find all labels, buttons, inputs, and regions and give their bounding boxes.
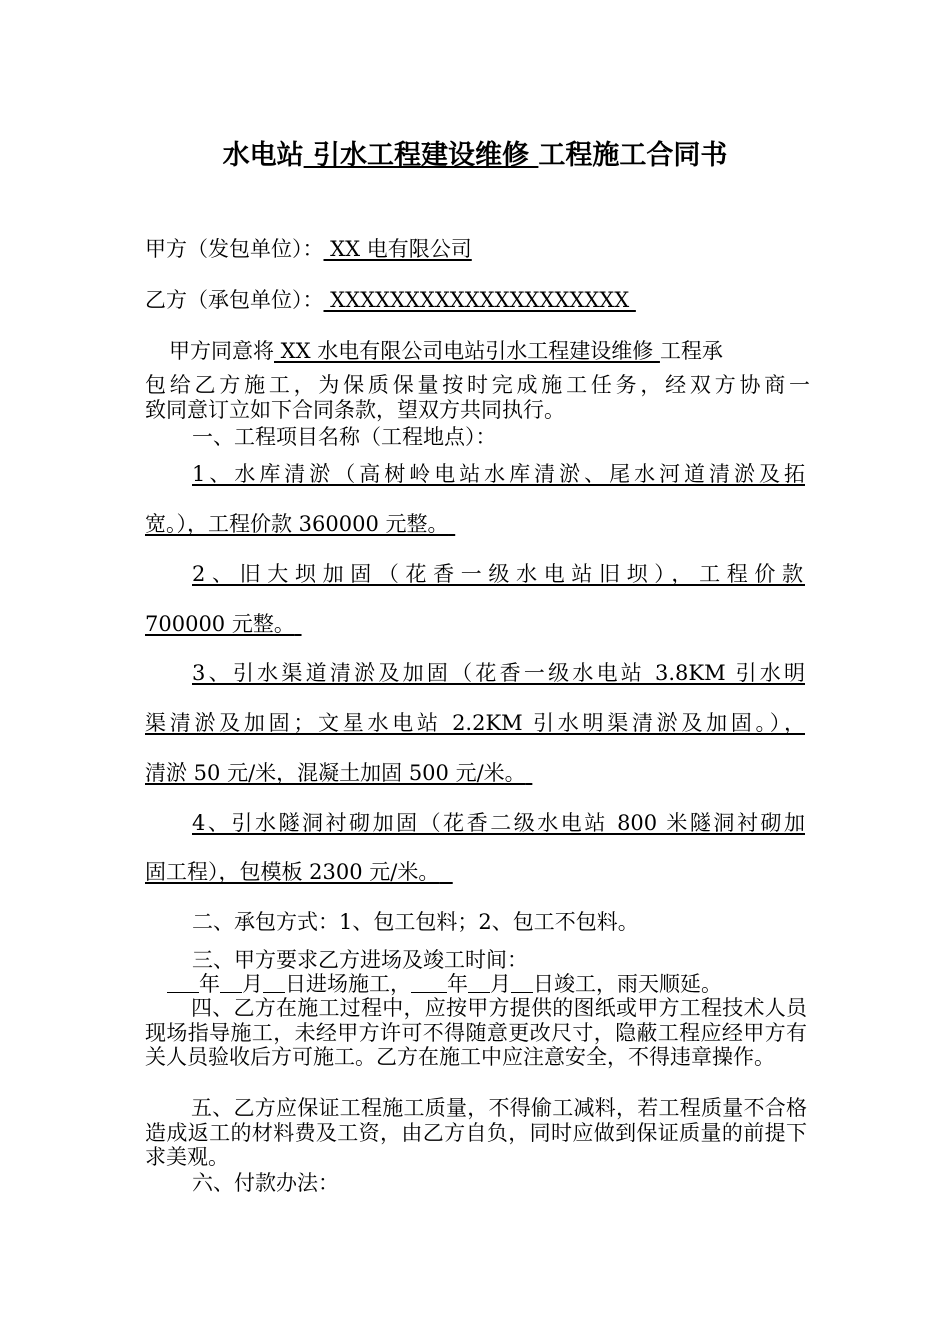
- item-1-text-1: 1、水库清淤（高树岭电站水库清淤、尾水河道清淤及拓: [192, 462, 805, 486]
- item-3-line-2: [145, 710, 805, 736]
- item-3-line-1: [192, 660, 805, 686]
- item-4-line-2: [145, 859, 810, 885]
- item-3-text-2: 渠清淤及加固；文星水电站 2.2KM 引水明渠清淤及加固。），: [145, 711, 805, 735]
- party-a-value: [324, 236, 580, 262]
- party-b-line: [145, 287, 810, 313]
- document-title: [0, 133, 950, 172]
- party-a-name: XX 电有限公司: [323, 237, 472, 261]
- schedule-dates-line: [167, 971, 807, 997]
- day-blank-1[interactable]: [263, 972, 285, 993]
- party-a-line: [145, 236, 810, 262]
- intro-rest: 工程承: [659, 339, 723, 363]
- item-2-text-1: 2、旧大坝加固（花香一级水电站旧坝），工程价款: [192, 562, 805, 586]
- item-4-text-1: 4、引水隧洞衬砌加固（花香二级水电站 800 米隧洞衬砌加: [192, 811, 805, 835]
- day-label-1: 日进场施工，: [285, 972, 411, 996]
- section-6-heading: 六、付款办法：: [192, 1171, 339, 1195]
- title-project-name: 引水工程建设维修: [303, 140, 539, 171]
- party-b-value: XXXXXXXXXXXXXXXXXXXX: [323, 288, 636, 312]
- section-4-paragraph: 四、乙方在施工过程中，应按甲方提供的图纸或甲方工程技术人员现场指导施工，未经甲方许可不得随意更改尺寸，隐蔽工程应经甲方有关人员验收后方可施工。乙方在施工中应注意安全，不得违章操作。: [145, 996, 807, 1069]
- item-1-line-2: [145, 511, 810, 537]
- year-blank-2[interactable]: [411, 972, 447, 993]
- section-1-heading: 一、工程项目名称（工程地点）：: [192, 425, 497, 449]
- year-blank-1[interactable]: [167, 972, 199, 993]
- month-blank-1[interactable]: [220, 972, 242, 993]
- intro-project: XX 水电有限公司电站引水工程建设维修: [274, 339, 660, 363]
- item-1-line-1: [192, 461, 805, 487]
- year-label-1: 年: [199, 972, 220, 996]
- intro-line-2: 包给乙方施工，为保质保量按时完成施工任务，经双方协商一: [145, 373, 810, 397]
- intro-line-3: 致同意订立如下合同条款，望双方共同执行。: [145, 398, 565, 422]
- section-2-line: 二、承包方式：1、包工包料；2、包工不包料。: [192, 910, 639, 934]
- item-1-text-2: 宽。），工程价款 360000 元整。: [145, 512, 449, 536]
- year-label-2: 年: [447, 972, 468, 996]
- item-2-text-2: 700000 元整。: [145, 612, 295, 636]
- party-a-label: 甲方（发包单位）：: [145, 237, 324, 261]
- title-suffix: 工程施工合同书: [538, 140, 728, 171]
- item-3-line-3: [145, 760, 810, 786]
- day-label-2: 日竣工，雨天顺延。: [533, 972, 722, 996]
- month-label-1: 月: [242, 972, 263, 996]
- item-2-line-1: [192, 561, 805, 587]
- intro-line-1: [145, 338, 810, 364]
- item-3-text-3: 清淤 50 元/米，混凝土加固 500 元/米。: [145, 761, 526, 785]
- item-2-line-2: [145, 611, 810, 637]
- section-3-heading: 三、甲方要求乙方进场及竣工时间：: [192, 948, 528, 972]
- intro-start: 甲方同意将: [169, 339, 274, 363]
- title-prefix: 水电站: [222, 140, 304, 171]
- month-blank-2[interactable]: [468, 972, 490, 993]
- section-5-paragraph: 五、乙方应保证工程施工质量，不得偷工减料，若工程质量不合格造成返工的材料费及工资，由乙方自负，同时应做到保证质量的前提下求美观。: [145, 1096, 807, 1169]
- month-label-2: 月: [490, 972, 511, 996]
- item-4-text-2: 固工程），包模板 2300 元/米。: [145, 860, 440, 884]
- item-3-text-1: 3、引水渠道清淤及加固（花香一级水电站 3.8KM 引水明: [192, 661, 805, 685]
- party-b-label: 乙方（承包单位）：: [145, 288, 324, 312]
- item-4-line-1: [192, 810, 805, 836]
- day-blank-2[interactable]: [511, 972, 533, 993]
